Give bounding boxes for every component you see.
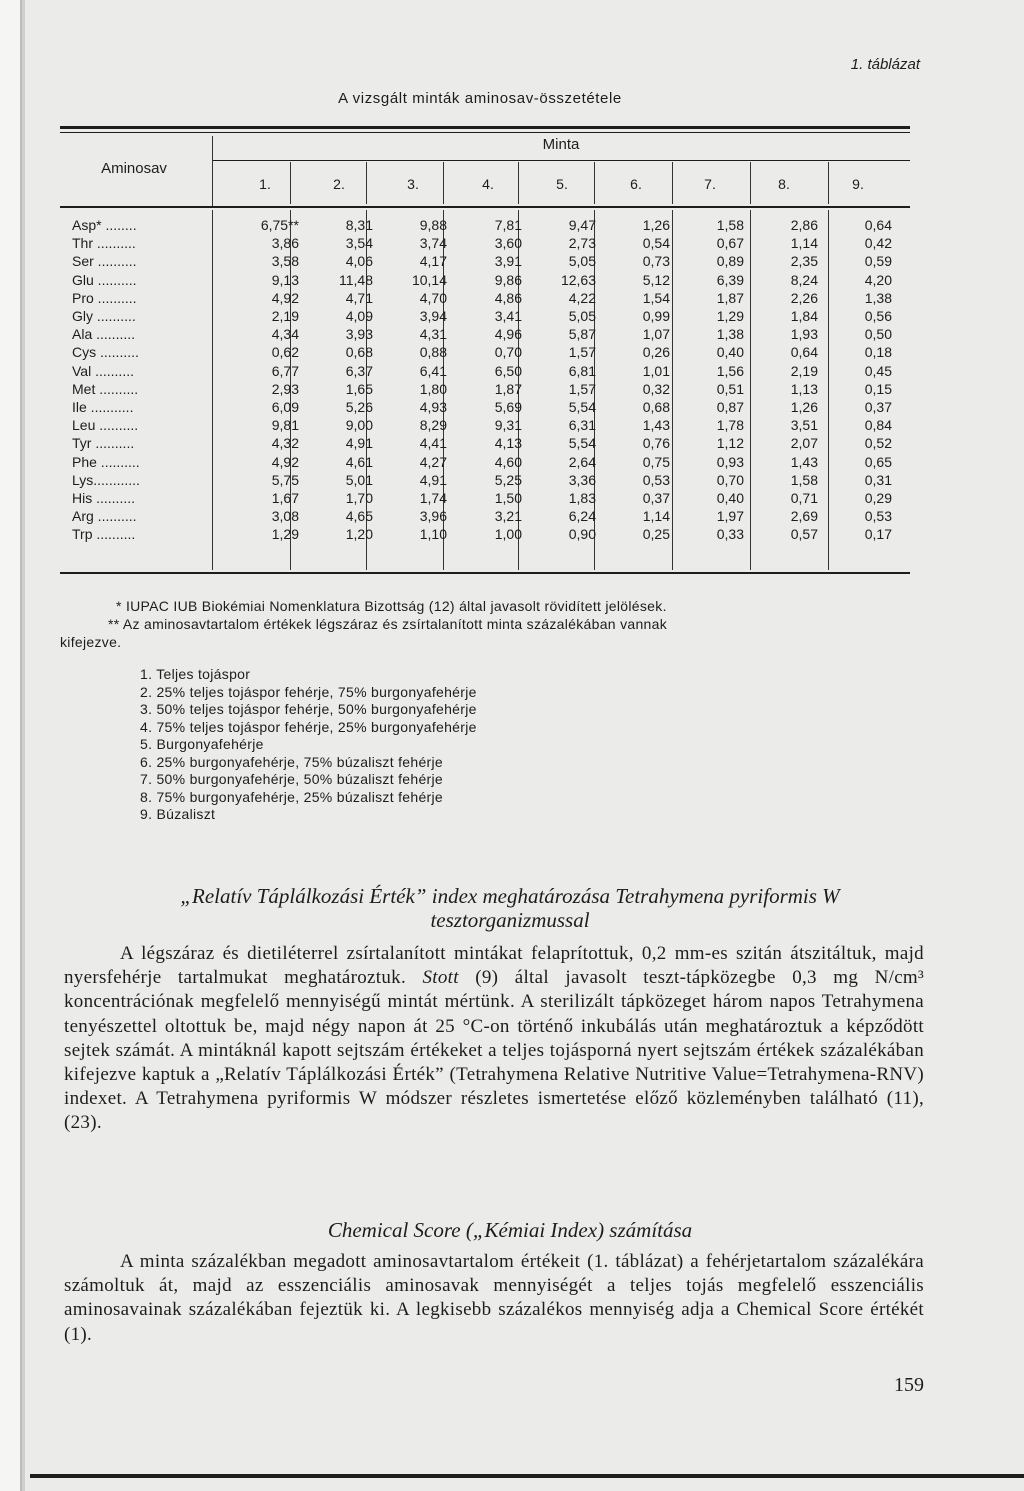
- table-cell: 3,54: [345, 235, 373, 252]
- table-cell: 1,10: [419, 526, 447, 543]
- table-cell: 9,86: [494, 271, 522, 288]
- table-cell: 9,31: [494, 417, 522, 434]
- column-divider: [443, 162, 444, 204]
- table-cell: 9,81: [271, 417, 299, 434]
- table-cell: 6,75**: [260, 217, 299, 233]
- table-cell: 5,69: [494, 399, 522, 415]
- page-number: 159: [894, 1374, 924, 1396]
- row-label: Pro ..........: [72, 289, 137, 306]
- table-label: 1. táblázat: [850, 56, 920, 73]
- column-divider: [594, 162, 595, 204]
- table-cell: 0,29: [864, 490, 892, 506]
- table-cell: 1,87: [716, 289, 744, 306]
- table-cell: 0,31: [864, 471, 892, 488]
- table-cell: 4,13: [494, 435, 522, 452]
- table-cell: 0,57: [790, 526, 818, 543]
- table-cell: 0,53: [642, 471, 670, 488]
- table-cell: 0,32: [642, 380, 670, 397]
- table-cell: 1,29: [271, 526, 299, 543]
- column-header: 2.: [333, 176, 345, 192]
- sample-item: 3. 50% teljes tojáspor fehérje, 50% burgonyafehérje: [140, 701, 477, 717]
- table-cell: 0,90: [568, 526, 596, 543]
- table-cell: 1,01: [642, 362, 670, 379]
- table-cell: 3,60: [494, 235, 522, 252]
- table-cell: 4,22: [568, 289, 596, 306]
- column-divider: [672, 162, 673, 204]
- row-label: Gly ..........: [72, 308, 136, 324]
- table-cell: 5,05: [568, 253, 596, 270]
- table-cell: 1,50: [494, 490, 522, 506]
- table-cell: 0,37: [864, 399, 892, 415]
- table-cell: 0,17: [864, 526, 892, 543]
- table-cell: 4,86: [494, 289, 522, 306]
- table-cell: 4,96: [494, 326, 522, 343]
- table-cell: 1,14: [790, 235, 818, 252]
- table-cell: 1,38: [864, 289, 892, 306]
- column-header: 6.: [630, 176, 642, 192]
- table-cell: 0,51: [716, 380, 744, 397]
- table-cell: 2,26: [790, 289, 818, 306]
- column-header: 8.: [778, 176, 790, 192]
- table-subheader-rule: [212, 160, 910, 161]
- column-divider: [212, 210, 213, 570]
- table-cell: 1,84: [790, 308, 818, 324]
- table-cell: 12,63: [560, 271, 596, 288]
- table-cell: 6,41: [419, 362, 447, 379]
- row-label: Trp ..........: [72, 526, 136, 543]
- section1-paragraph: [64, 942, 924, 1136]
- table-title: A vizsgált minták aminosav-összetétele: [338, 90, 622, 107]
- table-cell: 0,40: [716, 490, 744, 506]
- table-cell: 3,93: [345, 326, 373, 343]
- table-cell: 0,42: [864, 235, 892, 252]
- table-cell: 0,64: [864, 217, 892, 233]
- table-cell: 0,40: [716, 344, 744, 361]
- table-cell: 4,60: [494, 453, 522, 470]
- table-cell: 4,61: [345, 453, 373, 470]
- table-cell: 8,29: [419, 417, 447, 434]
- table-cell: 1,65: [345, 380, 373, 397]
- table-cell: 1,29: [716, 308, 744, 324]
- footnote-1: * IUPAC IUB Biokémiai Nomenklatura Bizottság (12) által javasolt rövidített jelölések.: [116, 598, 667, 614]
- table-cell: 1,97: [716, 508, 744, 525]
- table-cell: 1,26: [642, 217, 670, 233]
- table-cell: 1,56: [716, 362, 744, 379]
- section1-text-a: A légszáraz és dietiléterrel zsírtalanított mintákat felaprítottuk, 0,2 mm-es szitán átszitáltuk, majd nyersfehérje tartalmukat meghatároztuk.: [64, 943, 924, 989]
- table-cell: 10,14: [411, 271, 447, 288]
- column-divider: [212, 136, 213, 206]
- table-cell: 0,26: [642, 344, 670, 361]
- table-cell: 6,37: [345, 362, 373, 379]
- table-cell: 4,91: [419, 471, 447, 488]
- table-cell: 6,77: [271, 362, 299, 379]
- row-label: Thr ..........: [72, 235, 136, 252]
- section2-heading: Chemical Score („Kémiai Index) számítása: [327, 1218, 693, 1242]
- table-cell: 9,47: [568, 217, 596, 233]
- table-cell: 3,91: [494, 253, 522, 270]
- column-header: 3.: [407, 176, 419, 192]
- table-cell: 3,21: [494, 508, 522, 525]
- sample-item: 5. Burgonyafehérje: [140, 736, 264, 752]
- table-cell: 9,13: [271, 271, 299, 288]
- column-header: 7.: [704, 176, 716, 192]
- page-bottom-rule: [30, 1474, 1024, 1478]
- spine-shadow: [22, 0, 25, 1491]
- row-label: His ..........: [72, 490, 136, 506]
- table-cell: 4,91: [345, 435, 373, 452]
- table-cell: 3,51: [790, 417, 818, 434]
- table-cell: 5,12: [642, 271, 670, 288]
- table-cell: 6,09: [271, 399, 299, 415]
- table-cell: 2,35: [790, 253, 818, 270]
- table-top-rule: [60, 126, 910, 129]
- table-cell: 0,62: [271, 344, 299, 361]
- table-cell: 1,67: [271, 490, 299, 506]
- table-cell: 3,96: [419, 508, 447, 525]
- table-cell: 2,19: [271, 308, 299, 324]
- table-cell: 0,71: [790, 490, 818, 506]
- book-spine: [0, 0, 22, 1491]
- table-cell: 1,12: [716, 435, 744, 452]
- amino-acid-table: [60, 126, 910, 576]
- header-aminosav: Aminosav: [101, 160, 167, 177]
- table-cell: 6,81: [568, 362, 596, 379]
- table-cell: 1,58: [790, 471, 818, 488]
- table-cell: 2,86: [790, 217, 818, 233]
- table-cell: 0,50: [864, 326, 892, 343]
- table-cell: 1,57: [568, 380, 596, 397]
- section1-heading-line1: „Relatív Táplálkozási Érték” index meghatározása Tetrahymena pyriformis W: [180, 884, 840, 908]
- table-cell: 4,92: [271, 289, 299, 306]
- column-divider: [750, 162, 751, 204]
- table-cell: 9,00: [345, 417, 373, 434]
- table-cell: 4,93: [419, 399, 447, 415]
- table-cell: 5,05: [568, 308, 596, 324]
- table-cell: 5,01: [345, 471, 373, 488]
- table-cell: 5,25: [494, 471, 522, 488]
- table-cell: 1,58: [716, 217, 744, 233]
- row-label: Met ..........: [72, 380, 139, 397]
- sample-item: 7. 50% burgonyafehérje, 50% búzaliszt fehérje: [140, 771, 444, 787]
- table-cell: 3,74: [419, 235, 447, 252]
- table-cell: 3,08: [271, 508, 299, 525]
- table-cell: 4,06: [345, 253, 373, 270]
- section2-paragraph: A minta százalékban megadott aminosavtartalom értékeit (1. táblázat) a fehérjetartalom százalékára számoltuk át, majd az esszenciális aminosavak mennyiségét a teljes tojás megfelelő esszenciális aminosavainak százalékában fejeztük ki. A legkisebb százalékos mennyiség adja a Chemical Score értékét (1).: [64, 1251, 924, 1345]
- table-cell: 6,24: [568, 508, 596, 525]
- row-label: Arg ..........: [72, 508, 137, 525]
- table-cell: 9,88: [419, 217, 447, 233]
- table-bottom-rule: [60, 572, 910, 574]
- table-cell: 2,07: [790, 435, 818, 452]
- table-cell: 1,43: [790, 453, 818, 470]
- table-cell: 2,69: [790, 508, 818, 525]
- table-cell: 8,31: [345, 217, 373, 233]
- table-cell: 3,86: [271, 235, 299, 252]
- table-cell: 2,19: [790, 362, 818, 379]
- table-cell: 0,88: [419, 344, 447, 361]
- sample-item: 6. 25% burgonyafehérje, 75% búzaliszt fehérje: [140, 753, 444, 770]
- table-cell: 4,65: [345, 508, 373, 525]
- table-cell: 0,93: [716, 453, 744, 470]
- row-label: Leu ..........: [72, 417, 139, 434]
- table-header-rule: [60, 206, 910, 208]
- table-cell: 0,52: [864, 435, 892, 452]
- table-cell: 1,13: [790, 380, 818, 397]
- table-cell: 0,45: [864, 362, 892, 379]
- table-cell: 5,87: [568, 326, 596, 343]
- table-cell: 1,20: [345, 526, 373, 543]
- table-cell: 4,17: [419, 253, 447, 270]
- table-cell: 2,64: [568, 453, 596, 470]
- table-cell: 5,54: [568, 399, 596, 415]
- row-label: Cys ..........: [72, 344, 139, 361]
- table-cell: 1,07: [642, 326, 670, 343]
- table-cell: 1,70: [345, 490, 373, 506]
- column-header: 9.: [852, 176, 864, 192]
- table-cell: 4,70: [419, 289, 447, 306]
- table-cell: 4,20: [864, 271, 892, 288]
- table-cell: 3,58: [271, 253, 299, 270]
- table-cell: 7,81: [494, 217, 522, 233]
- row-label: Lys............: [72, 471, 140, 488]
- table-cell: 0,18: [864, 344, 892, 361]
- table-cell: 0,70: [716, 471, 744, 488]
- header-minta: Minta: [542, 136, 580, 153]
- table-cell: 1,57: [568, 344, 596, 361]
- table-cell: 11,48: [339, 271, 373, 288]
- section1-heading-line2: tesztorganizmussal: [430, 908, 590, 932]
- column-divider: [518, 162, 519, 204]
- section1-text-b: (9) által javasolt teszt-tápközegbe 0,3 mg N/cm³ koncentrációnak megfelelő mennyiségű mintát mértünk. A sterilizált tápközeget három napos Tetrahymena tenyészettel oltottuk be, majd négy napon át 25 °C-on történő inkubálás után meghatároztuk a képződött sejtek számát. A mintáknál kapott sejtszám értékeket a teljes tojásporná nyert sejtszám értékek százalékában kifejezve kaptuk a „Relatív Táplálkozási Érték” (Tetrahymena Relative Nutritive Value=Tetrahymena-RNV) indexet. A Tetrahymena pyriformis W módszer részletes ismertetése előző közleményben található (11), (23).: [64, 967, 924, 1134]
- column-header: 1.: [259, 176, 271, 192]
- table-cell: 0,99: [642, 308, 670, 324]
- table-cell: 1,54: [642, 289, 670, 306]
- sample-item: 8. 75% burgonyafehérje, 25% búzaliszt fehérje: [140, 788, 444, 805]
- table-cell: 1,83: [568, 490, 596, 506]
- table-cell: 0,73: [642, 253, 670, 270]
- table-cell: 4,31: [419, 326, 447, 343]
- table-cell: 3,36: [568, 471, 596, 488]
- table-top-rule-thin: [60, 132, 910, 133]
- table-cell: 0,53: [864, 508, 892, 525]
- table-cell: 8,24: [790, 271, 818, 288]
- row-label: Val ..........: [72, 362, 134, 379]
- table-cell: 2,93: [271, 380, 299, 397]
- table-cell: 4,71: [345, 289, 373, 306]
- table-cell: 0,33: [716, 526, 744, 543]
- table-cell: 1,00: [494, 526, 522, 543]
- table-cell: 0,68: [642, 399, 670, 415]
- table-cell: 0,67: [716, 235, 744, 252]
- table-cell: 1,87: [494, 380, 522, 397]
- sample-item: 9. Búzaliszt: [140, 806, 216, 822]
- table-cell: 5,75: [271, 471, 299, 488]
- table-cell: 0,89: [716, 253, 744, 270]
- table-cell: 2,73: [568, 235, 596, 252]
- row-label: Ser ..........: [72, 253, 137, 270]
- table-cell: 0,87: [716, 399, 744, 415]
- table-cell: 0,84: [864, 417, 892, 434]
- row-label: Tyr ..........: [72, 435, 135, 452]
- table-cell: 0,65: [864, 453, 892, 470]
- table-cell: 1,78: [716, 417, 744, 434]
- table-cell: 1,74: [419, 490, 447, 506]
- table-cell: 4,34: [271, 326, 299, 343]
- table-cell: 0,15: [864, 380, 892, 397]
- table-cell: 1,43: [642, 417, 670, 434]
- row-label: Ala ..........: [72, 326, 136, 343]
- table-cell: 1,14: [642, 508, 670, 525]
- footnote-2-continued: kifejezve.: [60, 634, 122, 650]
- table-cell: 0,64: [790, 344, 818, 361]
- row-label: Asp* ........: [72, 217, 137, 233]
- table-cell: 1,80: [419, 380, 447, 397]
- table-cell: 5,54: [568, 435, 596, 452]
- table-cell: 5,26: [345, 399, 373, 415]
- table-cell: 0,54: [642, 235, 670, 252]
- table-cell: 0,76: [642, 435, 670, 452]
- footnote-2: ** Az aminosavtartalom értékek légszáraz és zsírtalanított minta százalékában vannak: [108, 616, 668, 632]
- table-cell: 0,37: [642, 490, 670, 506]
- table-cell: 6,50: [494, 362, 522, 379]
- sample-item: 1. Teljes tojáspor: [140, 666, 251, 682]
- table-cell: 6,31: [568, 417, 596, 434]
- table-cell: 1,93: [790, 326, 818, 343]
- table-cell: 0,59: [864, 253, 892, 270]
- table-cell: 4,32: [271, 435, 299, 452]
- table-cell: 1,38: [716, 326, 744, 343]
- table-cell: 4,09: [345, 308, 373, 324]
- row-label: Ile ...........: [72, 399, 134, 415]
- sample-item: 2. 25% teljes tojáspor fehérje, 75% burgonyafehérje: [140, 683, 477, 700]
- table-cell: 4,27: [419, 453, 447, 470]
- table-cell: 0,68: [345, 344, 373, 361]
- table-cell: 1,26: [790, 399, 818, 415]
- row-label: Glu ..........: [72, 271, 137, 288]
- table-cell: 6,39: [716, 271, 744, 288]
- table-cell: 0,56: [864, 308, 892, 324]
- author-name: Stott: [422, 967, 459, 989]
- table-cell: 3,41: [494, 308, 522, 324]
- table-cell: 0,70: [494, 344, 522, 361]
- table-cell: 0,75: [642, 453, 670, 470]
- table-cell: 0,25: [642, 526, 670, 543]
- table-cell: 4,92: [271, 453, 299, 470]
- column-header: 4.: [482, 176, 494, 192]
- table-cell: 3,94: [419, 308, 447, 324]
- table-cell: 4,41: [419, 435, 447, 452]
- row-label: Phe ..........: [72, 453, 140, 470]
- column-header: 5.: [556, 176, 568, 192]
- sample-item: 4. 75% teljes tojáspor fehérje, 25% burgonyafehérje: [140, 718, 477, 735]
